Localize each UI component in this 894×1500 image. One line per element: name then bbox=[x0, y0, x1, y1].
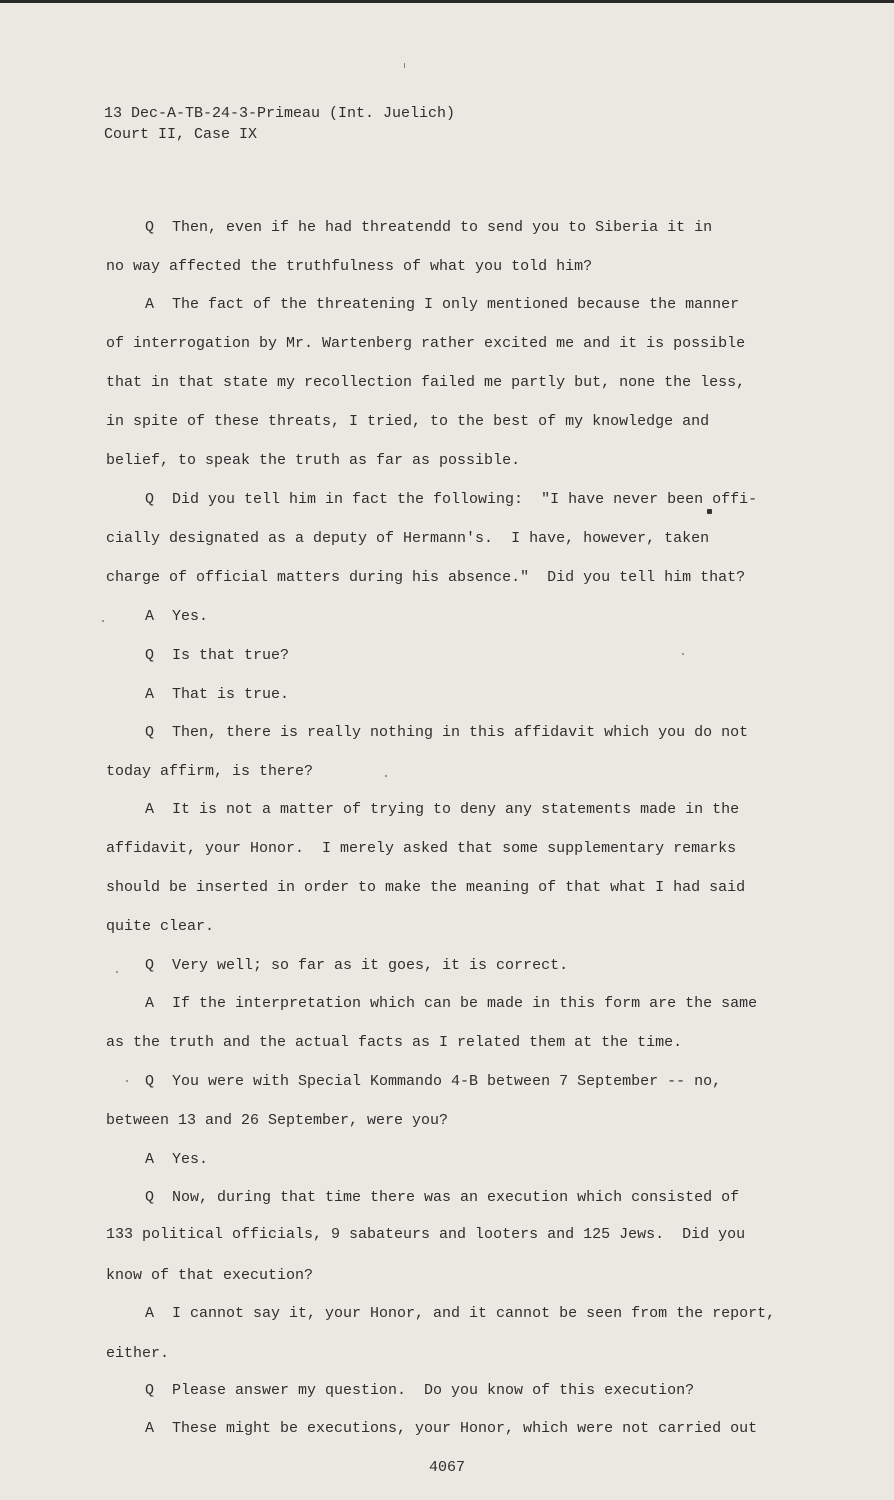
transcript-line: cially designated as a deputy of Hermann's. I have, however, taken bbox=[106, 530, 710, 547]
scan-mark bbox=[102, 620, 104, 622]
transcript-line: of interrogation by Mr. Wartenberg rather excited me and it is possible bbox=[106, 335, 746, 352]
transcript-line: A It is not a matter of trying to deny any statements made in the bbox=[145, 801, 740, 818]
transcript-line: no way affected the truthfulness of what you told him? bbox=[106, 258, 593, 275]
scan-mark bbox=[682, 653, 684, 655]
page-number: 4067 bbox=[428, 1459, 465, 1476]
transcript-line: A Yes. bbox=[145, 1151, 209, 1168]
transcript-line: A Yes. bbox=[145, 608, 209, 625]
transcript-line: Q Very well; so far as it goes, it is correct. bbox=[145, 957, 569, 974]
transcript-line: affidavit, your Honor. I merely asked that some supplementary remarks bbox=[106, 840, 737, 857]
scan-mark bbox=[385, 775, 387, 777]
transcript-line: in spite of these threats, I tried, to the best of my knowledge and bbox=[106, 413, 710, 430]
scan-mark bbox=[404, 63, 405, 68]
transcript-line: 133 political officials, 9 sabateurs and looters and 125 Jews. Did you bbox=[106, 1226, 746, 1243]
transcript-line: Q Then, even if he had threatendd to send you to Siberia it in bbox=[145, 219, 713, 236]
transcript-line: Q Did you tell him in fact the following: "I have never been offi- bbox=[145, 491, 758, 508]
transcript-line: Q You were with Special Kommando 4-B between 7 September -- no, bbox=[145, 1073, 722, 1090]
transcript-line: should be inserted in order to make the meaning of that what I had said bbox=[106, 879, 746, 896]
transcript-line: that in that state my recollection failed me partly but, none the less, bbox=[106, 374, 746, 391]
scan-mark bbox=[116, 971, 118, 973]
transcript-line: A That is true. bbox=[145, 686, 290, 703]
transcript-line: A If the interpretation which can be made in this form are the same bbox=[145, 995, 758, 1012]
transcript-line: Q Please answer my question. Do you know of this execution? bbox=[145, 1382, 695, 1399]
transcript-line: belief, to speak the truth as far as possible. bbox=[106, 452, 521, 469]
scan-mark bbox=[126, 1080, 128, 1082]
transcript-line: A I cannot say it, your Honor, and it cannot be seen from the report, bbox=[145, 1305, 776, 1322]
transcript-line: between 13 and 26 September, were you? bbox=[106, 1112, 449, 1129]
header-case-reference: 13 Dec-A-TB-24-3-Primeau (Int. Juelich) bbox=[104, 105, 456, 122]
transcript-line: Q Now, during that time there was an execution which consisted of bbox=[145, 1189, 740, 1206]
transcript-line: Q Is that true? bbox=[145, 647, 290, 664]
header-court: Court II, Case IX bbox=[104, 126, 258, 143]
transcript-line: quite clear. bbox=[106, 918, 215, 935]
transcript-line: either. bbox=[106, 1345, 170, 1362]
transcript-line: today affirm, is there? bbox=[106, 763, 314, 780]
transcript-line: know of that execution? bbox=[106, 1267, 314, 1284]
transcript-line: A These might be executions, your Honor, which were not carried out bbox=[145, 1420, 758, 1437]
scan-mark bbox=[707, 509, 712, 514]
transcript-line: Q Then, there is really nothing in this affidavit which you do not bbox=[145, 724, 749, 741]
document-header bbox=[104, 103, 455, 145]
transcript-line: charge of official matters during his absence." Did you tell him that? bbox=[106, 569, 746, 586]
transcript-line: as the truth and the actual facts as I related them at the time. bbox=[106, 1034, 683, 1051]
transcript-line: A The fact of the threatening I only mentioned because the manner bbox=[145, 296, 740, 313]
